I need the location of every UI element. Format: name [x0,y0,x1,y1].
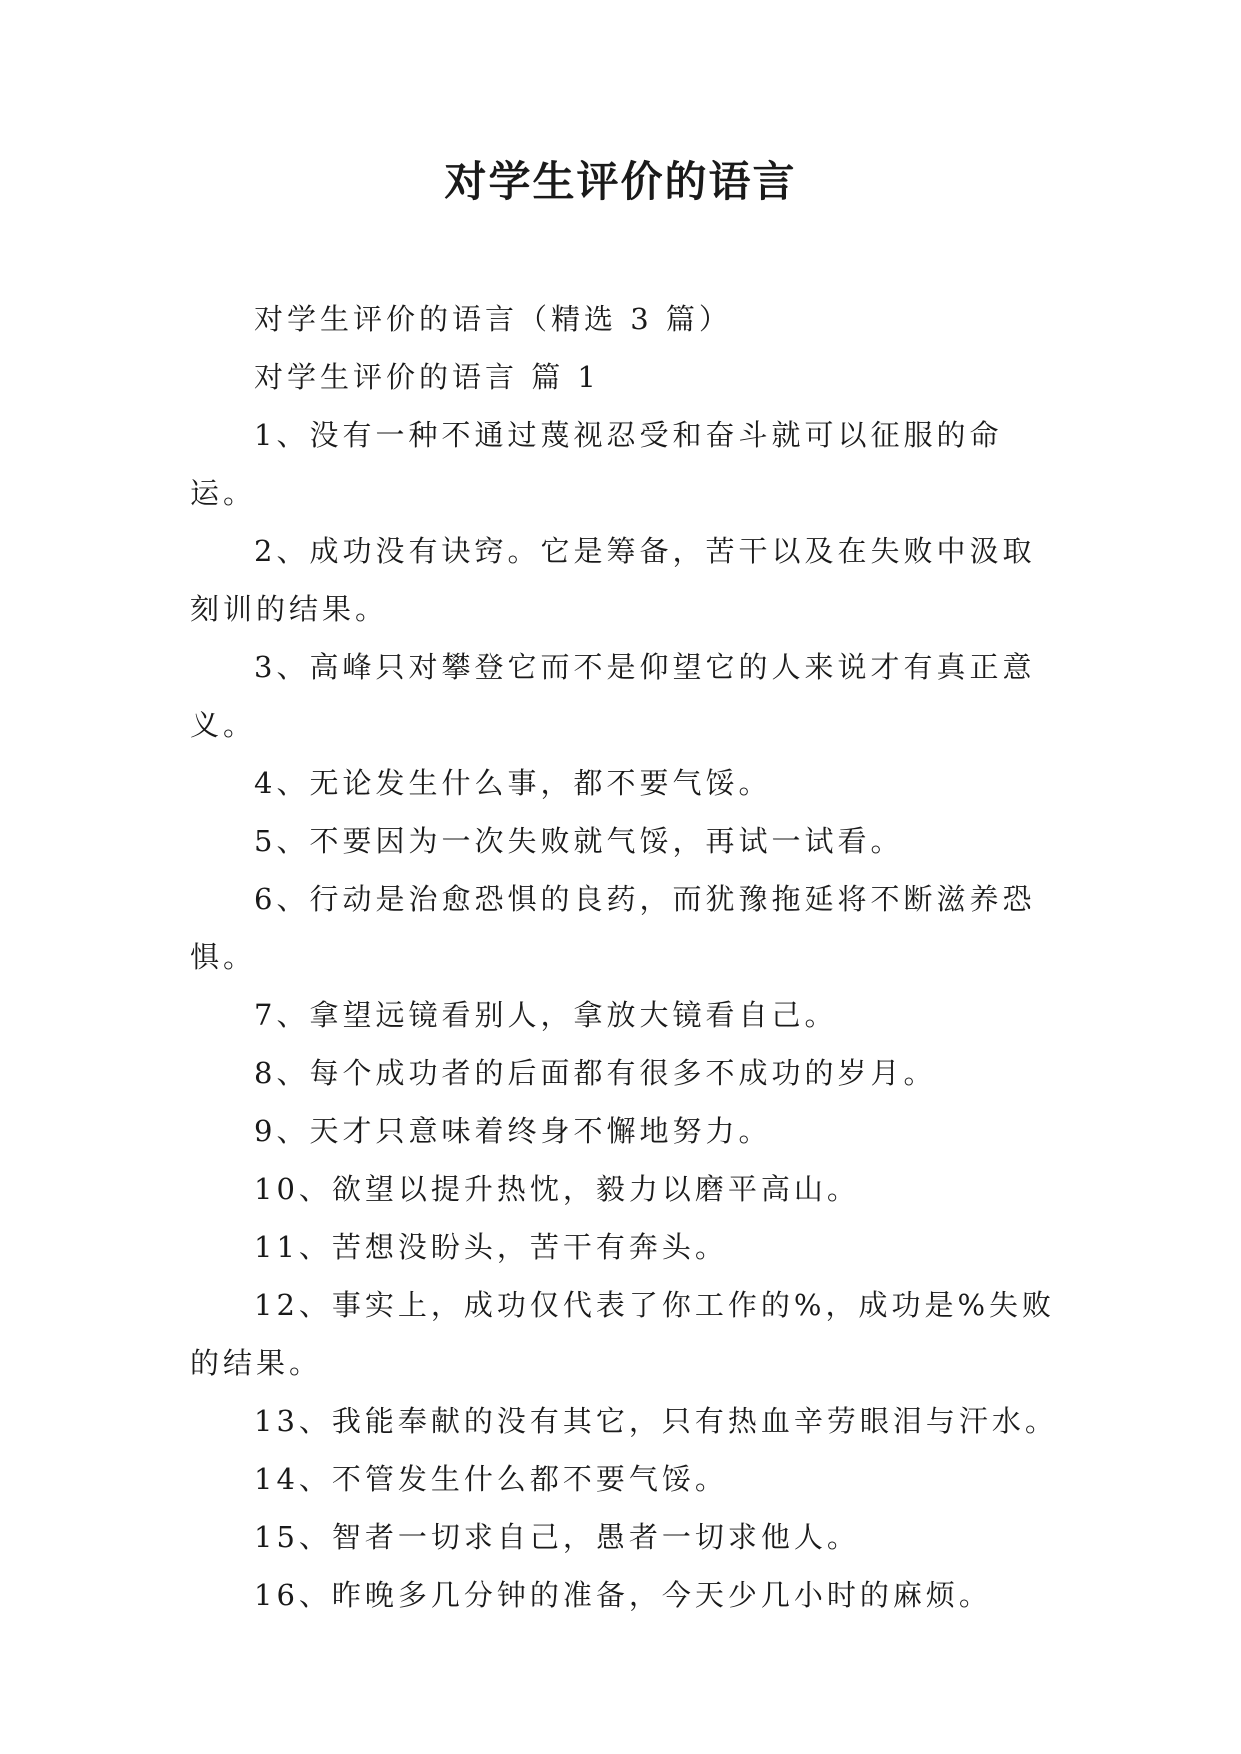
paragraph-item-9: 9、天才只意味着终身不懈地努力。 [254,1114,772,1148]
paragraph-item-1: 1、没有一种不通过蔑视忍受和奋斗就可以征服的命运。 [190,418,1003,510]
paragraph-item-8: 8、每个成功者的后面都有很多不成功的岁月。 [254,1056,937,1090]
paragraph-item-13: 13、我能奉献的没有其它，只有热血辛劳眼泪与汗水。 [254,1404,1058,1438]
paragraph-item-16: 16、昨晚多几分钟的准备，今天少几小时的麻烦。 [254,1578,992,1612]
paragraph-item-6: 6、行动是治愈恐惧的良药，而犹豫拖延将不断滋养恐惧。 [190,882,1036,974]
paragraph-item-14: 14、不管发生什么都不要气馁。 [254,1462,728,1496]
paragraph-item-15: 15、智者一切求自己，愚者一切求他人。 [254,1520,860,1554]
paragraph-item-4: 4、无论发生什么事，都不要气馁。 [254,766,772,800]
paragraph-item-2: 2、成功没有诀窍。它是筹备，苦干以及在失败中汲取刻训的结果。 [190,534,1036,626]
document-title: 对学生评价的语言 [444,157,797,206]
paragraph-subtitle: 对学生评价的语言（精选 3 篇） [254,302,732,336]
paragraph-item-11: 11、苦想没盼头，苦干有奔头。 [254,1230,728,1264]
paragraph-item-10: 10、欲望以提升热忱，毅力以磨平高山。 [254,1172,860,1206]
paragraph-item-5: 5、不要因为一次失败就气馁，再试一试看。 [254,824,904,858]
document-body [190,290,1060,1624]
paragraph-item-3: 3、高峰只对攀登它而不是仰望它的人来说才有真正意义。 [190,650,1036,742]
paragraph-item-12: 12、事实上，成功仅代表了你工作的%，成功是%失败的结果。 [190,1288,1056,1380]
paragraph-item-7: 7、拿望远镜看别人，拿放大镜看自己。 [254,998,838,1032]
paragraph-section-heading: 对学生评价的语言 篇 1 [254,360,600,394]
